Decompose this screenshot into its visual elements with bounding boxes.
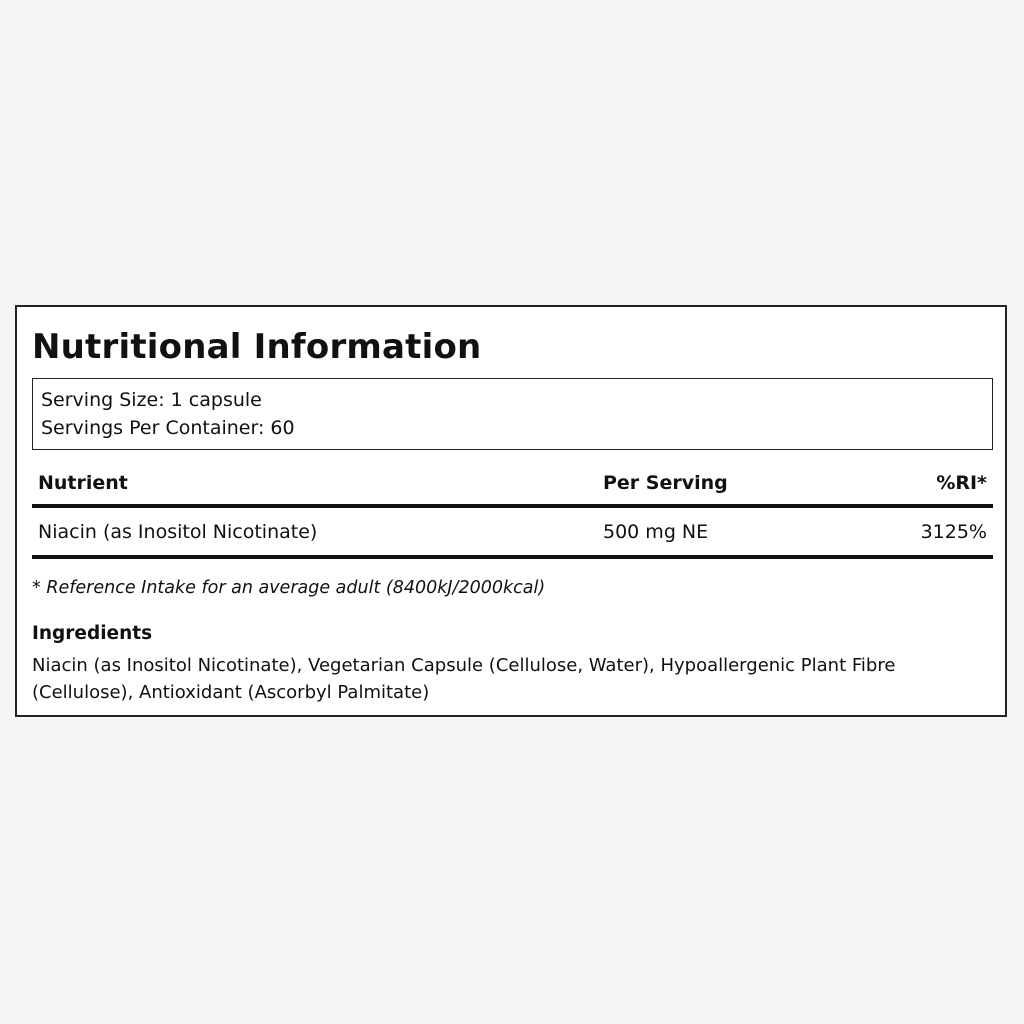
ingredients-heading: Ingredients — [32, 623, 153, 644]
nutrient-table — [32, 463, 993, 561]
table-divider — [32, 555, 993, 559]
table-row — [32, 510, 993, 554]
header-per-serving: Per Serving — [603, 472, 728, 494]
nutrient-ri: 3125% — [920, 521, 987, 543]
ingredients-text: Niacin (as Inositol Nicotinate), Vegetarian Capsule (Cellulose, Water), Hypoallergenic Plant Fibre (Cellulose), Antioxidant (Ascorbyl Palmitate) — [32, 655, 896, 703]
serving-info-box — [32, 378, 993, 450]
table-header-row — [32, 463, 993, 503]
header-ri: %RI* — [936, 472, 987, 494]
label-title: Nutritional Information — [32, 327, 482, 367]
nutrient-amount: 500 mg NE — [603, 521, 709, 543]
ri-footnote: * Reference Intake for an average adult (8400kJ/2000kcal) — [32, 578, 546, 598]
servings-per-container: Servings Per Container: 60 — [41, 417, 295, 439]
nutrient-name: Niacin (as Inositol Nicotinate) — [38, 521, 318, 543]
serving-size: Serving Size: 1 capsule — [41, 389, 262, 411]
table-divider — [32, 504, 993, 508]
nutrition-label — [15, 305, 1007, 717]
header-nutrient: Nutrient — [38, 472, 128, 494]
